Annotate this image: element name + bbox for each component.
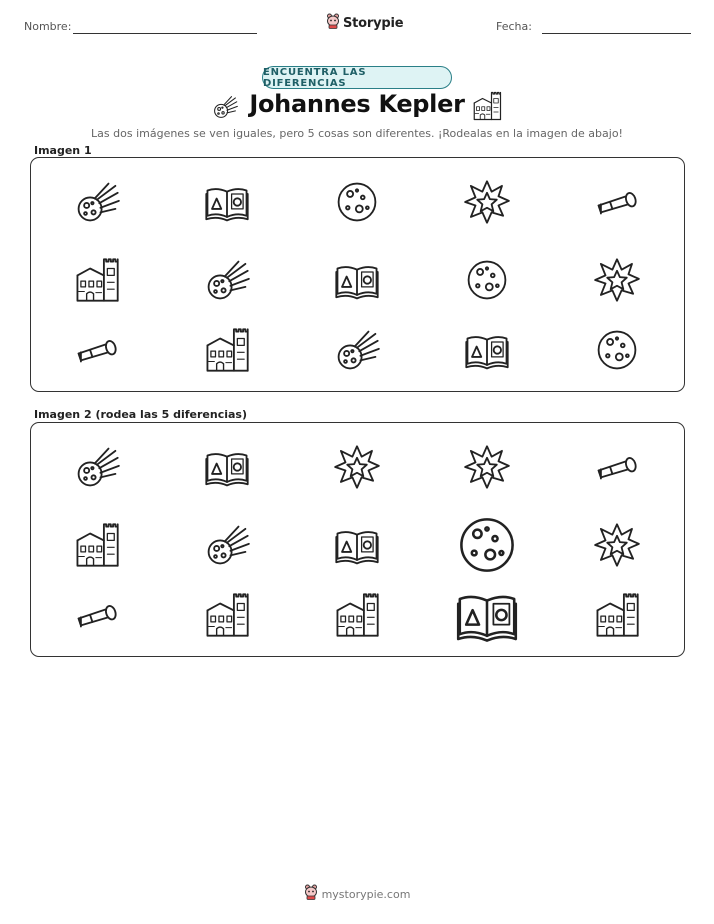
image1-sun-icon [464,179,510,225]
date-label: Fecha: [496,20,532,33]
activity-badge: ENCUENTRA LAS DIFERENCIAS [262,66,452,89]
image1-book-icon [334,257,380,303]
image2-castle-icon[interactable] [74,522,120,568]
storypie-mascot-icon [304,884,318,904]
image2-book-icon[interactable] [334,522,380,568]
image1-castle-icon [74,257,120,303]
image2-telescope-icon[interactable] [74,592,120,638]
image2-moon-icon[interactable] [455,513,519,577]
footer-url[interactable]: mystorypie.com [321,887,411,901]
image2-label: Imagen 2 (rodea las 5 diferencias) [34,408,248,421]
image2-castle-icon[interactable] [594,592,640,638]
castle-icon [472,91,502,125]
image1-telescope-icon [74,327,120,373]
footer [0,884,714,904]
image1-book-icon [204,179,250,225]
image1-moon-icon [594,327,640,373]
image1-moon-icon [464,257,510,303]
image2-comet-icon[interactable] [204,522,250,568]
image1-moon-icon [334,179,380,225]
image1-comet-icon [334,327,380,373]
image2-comet-icon[interactable] [74,444,120,490]
image1-castle-icon [204,327,250,373]
image2-sun-icon[interactable] [464,444,510,490]
image2-book-icon[interactable] [455,583,519,647]
name-label: Nombre: [24,20,72,33]
date-line [542,33,691,34]
image1-label: Imagen 1 [34,144,92,157]
image1-sun-icon [594,257,640,303]
image2-telescope-icon[interactable] [594,444,640,490]
image2-panel[interactable] [30,422,685,657]
image1-comet-icon [204,257,250,303]
name-line [73,33,257,34]
instructions: Las dos imágenes se ven iguales, pero 5 cosas son diferentes. ¡Rodealas en la imagen de abajo! [91,127,623,140]
brand-logo [326,13,403,33]
image2-castle-icon[interactable] [204,592,250,638]
page-title: Johannes Kepler [249,90,465,118]
image1-telescope-icon [594,179,640,225]
image1-panel [30,157,685,392]
brand-name: Storypie [343,15,404,31]
image2-book-icon[interactable] [204,444,250,490]
image2-sun-icon[interactable] [594,522,640,568]
image1-book-icon [464,327,510,373]
storypie-mascot-icon [326,13,340,33]
image2-castle-icon[interactable] [334,592,380,638]
image1-comet-icon [74,179,120,225]
image2-sun-icon[interactable] [334,444,380,490]
